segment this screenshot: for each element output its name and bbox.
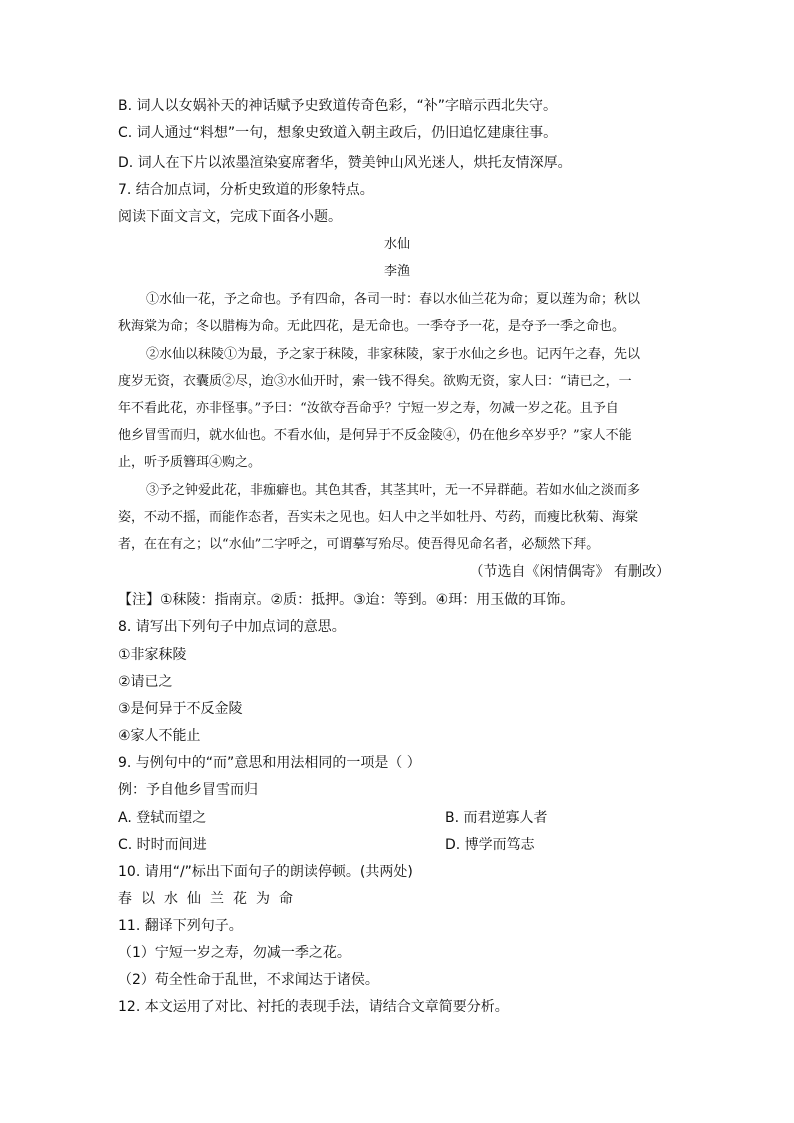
passage-author: 李渔 — [383, 264, 410, 279]
question-10-sentence: 春以水仙兰花为命 — [118, 891, 302, 907]
question-12: 12. 本文运用了对比、衬托的表现手法，请结合文章简要分析。 — [118, 999, 509, 1015]
q6-option-d: D. 词人在下片以浓墨渲染宴席奢华，赞美钟山风光迷人，烘托友情深厚。 — [118, 155, 572, 171]
passage-p3-line: 姿，不动不摇，而能作态者，吾实未之见也。妇人中之半如牡丹、芍药，而瘦比秋菊、海棠 — [118, 510, 639, 525]
question-9-option-a: A. 登轼而望之 — [118, 810, 207, 826]
reading-intro: 阅读下面文言文，完成下面各小题。 — [118, 209, 342, 225]
passage-p1-line: 秋海棠为命；冬以腊梅为命。无此四花，是无命也。一季夺予一花，是夺予一季之命也。 — [118, 319, 626, 334]
passage-source: （节选自《闲情偶寄》 有删改） — [469, 564, 670, 580]
passage-p2-line: 年不看此花，亦非怪事。”予曰：“汝欲夺吾命乎？宁短一岁之寿，勿减一岁之花。且予自 — [118, 401, 619, 416]
question-8-item: ③是何异于不反金陵 — [118, 701, 243, 717]
question-8-stem: 8. 请写出下列句子中加点词的意思。 — [118, 619, 346, 635]
passage-p3-line: ③予之钟爱此花，非痂癖也。其色其香，其茎其叶，无一不异群葩。若如水仙之淡而多 — [146, 483, 641, 498]
question-8-item: ①非家秣陵 — [118, 647, 187, 663]
question-9-example: 例：予自他乡冒雪而归 — [118, 782, 258, 798]
passage-p2-line: 他乡冒雪而归，就水仙也。不看水仙，是何异于不反金陵④，仍在他乡卒岁乎？”家人不能 — [118, 428, 632, 443]
passage-p3-line: 者，在在有之；以“水仙”二字呼之，可谓摹写殆尽。使吾得见命名者，必颓然下拜。 — [118, 537, 600, 552]
question-9-option-c: C. 时时而间进 — [118, 837, 207, 853]
question-11-stem: 11. 翻译下列句子。 — [118, 918, 243, 934]
passage-p2-line: 度岁无资，衣囊质②尽，迨③水仙开时，索一钱不得矣。欲购无资，家人曰：“请已之，一 — [118, 374, 632, 389]
passage-p2-line: 止，听予质簪珥④购之。 — [118, 455, 262, 470]
question-7: 7. 结合加点词，分析史致道的形象特点。 — [118, 182, 374, 198]
q6-option-c: C. 词人通过“料想”一句，想象史致道入朝主政后，仍旧追忆建康往事。 — [118, 125, 558, 141]
passage-title: 水仙 — [383, 237, 410, 252]
question-11-sentence-1: （1）宁短一岁之寿，勿减一季之花。 — [118, 945, 351, 961]
question-8-item: ④家人不能止 — [118, 728, 201, 744]
annotation-note: 【注】①秣陵：指南京。②质：抵押。③迨：等到。④珥：用玉做的耳饰。 — [118, 592, 575, 608]
passage-p2-line: ②水仙以秣陵①为最，予之家于秣陵，非家秣陵，家于水仙之乡也。记丙午之春，先以 — [146, 347, 641, 362]
question-11-sentence-2: （2）苟全性命于乱世，不求闻达于诸侯。 — [118, 972, 379, 988]
question-9-option-d: D. 博学而笃志 — [445, 837, 535, 853]
question-9-stem: 9. 与例句中的“而”意思和用法相同的一项是（ ） — [118, 755, 421, 771]
question-9-option-b: B. 而君逆寡人者 — [445, 810, 548, 826]
q6-option-b: B. 词人以女娲补天的神话赋予史致道传奇色彩，“补”字暗示西北失守。 — [118, 98, 558, 114]
passage-p1-line: ①水仙一花，予之命也。予有四命，各司一时：春以水仙兰花为命；夏以莲为命；秋以 — [146, 292, 641, 307]
question-10-stem: 10. 请用“/”标出下面句子的朗读停顿。(共两处) — [118, 864, 413, 880]
question-8-item: ②请已之 — [118, 674, 173, 690]
